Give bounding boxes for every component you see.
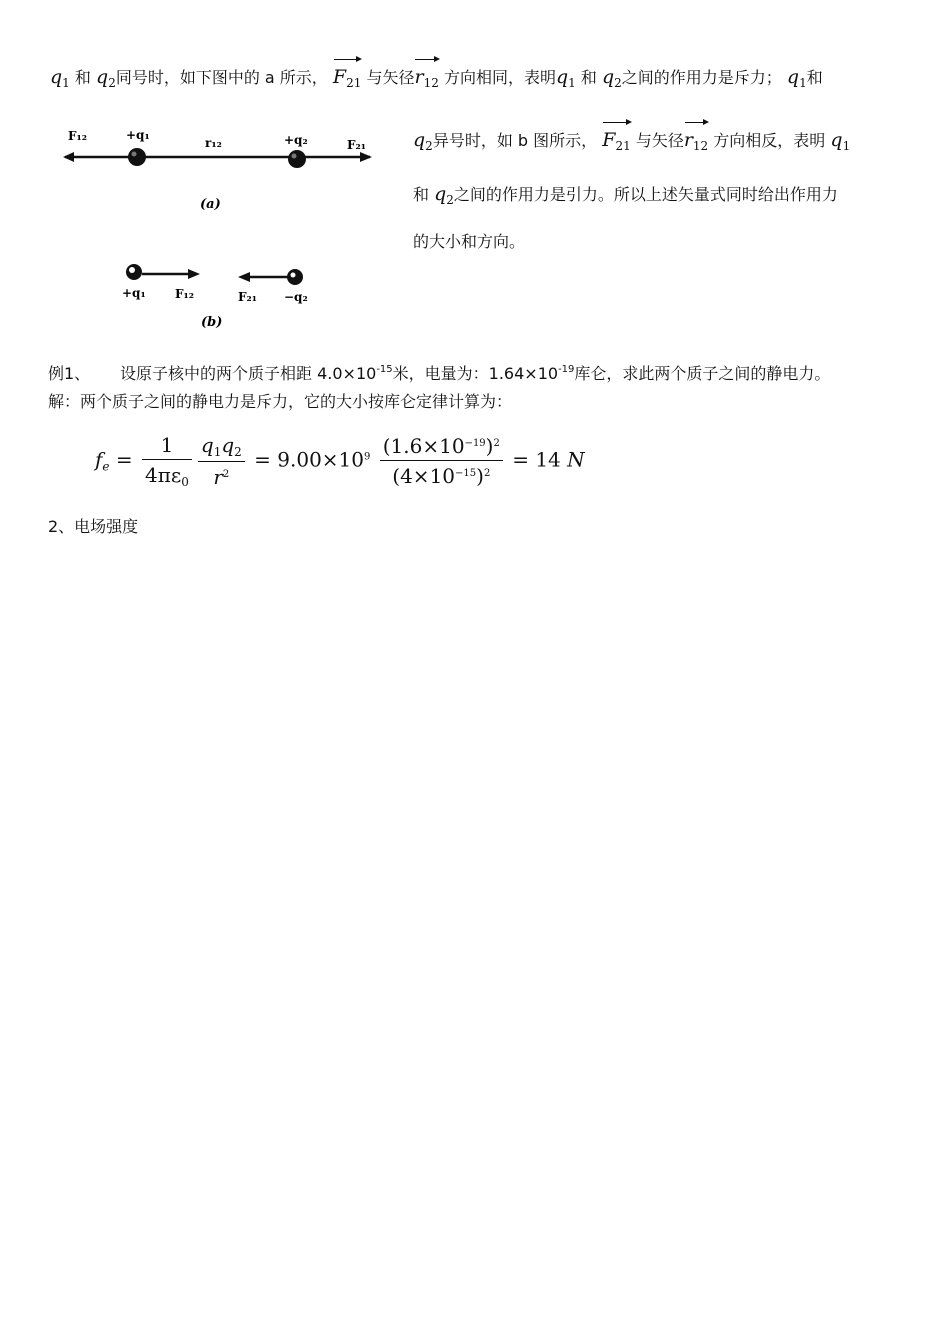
fraction-3: $\frac{(1.6\times 10^{-19})^2}{(4\times 10^{-15})^2}$ [380,434,503,488]
var-q1: $q_1$ [786,66,807,90]
fraction-1: $\frac{1}{4\pi\varepsilon_0}$ [142,433,192,489]
arrow-F21-b [238,272,250,282]
caption-a: (a) [200,197,221,212]
example-label: 例1、 [48,364,91,383]
paragraph-2-line-2: 和 $q_2$之间的作用力是引力。所以上述矢量式同时给出作用力 [413,183,838,207]
charge-q1-a [128,148,146,166]
var-q2: $q_2$ [434,183,454,207]
example-1: 例1、 设原子核中的两个质子相距 $4.0\times 10^{-15}$米，电量为：$1.64\times 10^{-19}$库仑，求此两个质子之间的静电力。 [48,356,830,388]
var-q2: $q_2$ [96,66,116,90]
label-q1-a: +q₁ [126,128,150,142]
charge-force-figure [60,120,380,335]
var-q1: $q_1$ [555,66,576,90]
vector-F21: $F_{21}$ [333,57,361,97]
charge-q2-a [288,150,306,168]
arrow-F12-b [188,269,200,279]
var-q2: $q_2$ [413,129,433,153]
label-F21-a: F₂₁ [347,138,367,152]
coulomb-equation: $f_e$ = $\frac{1}{4\pi\varepsilon_0}$ $\frac{q_1q_2}{r^2}$ = $9.00\times 10^9$ $\frac{(1.6\times 10^{-19})^2}{(4\times 10^{-15})^2}$ = 14 N [95,433,585,489]
charge-q2-b [287,269,303,285]
label-q2-a: +q₂ [284,133,308,147]
paragraph-2-line-1: $q_2$异号时，如 b 图所示， $F_{21}$ 与矢径$r_{12}$ 方向相反，表明 $q_1$ [413,120,850,160]
caption-b: (b) [201,315,223,330]
label-F12-a: F₁₂ [68,129,88,143]
vector-r12: $r_{12}$ [414,57,438,97]
arrow-F21-a [360,152,372,162]
var-q2: $q_2$ [601,66,622,90]
var-q1: $q_1$ [830,129,851,153]
fraction-2: $\frac{q_1q_2}{r^2}$ [198,433,245,489]
label-r12: r₁₂ [205,136,222,150]
label-q1-b: +q₁ [122,286,146,300]
label-F12-b: F₁₂ [175,287,195,301]
var-q1: $q_1$ [50,66,70,90]
arrow-F12-a [63,152,74,162]
vector-F21: $F_{21}$ [602,120,630,160]
section-heading: 2、电场强度 [48,517,139,536]
solution-text: 解：两个质子之间的静电力是斥力，它的大小按库仑定律计算为： [48,392,513,411]
label-q2-b: −q₂ [284,290,308,304]
paragraph-1: $q_1$ 和 $q_2$同号时，如下图中的 a 所示， $F_{21}$ 与矢径$r_{12}$ 方向相同，表明$q_1$ 和 $q_2$之间的作用力是斥力； $q_1$和 [50,57,823,97]
vector-r12: $r_{12}$ [684,120,708,160]
paragraph-2-line-3: 的大小和方向。 [413,232,526,251]
label-F21-b: F₂₁ [238,290,258,304]
